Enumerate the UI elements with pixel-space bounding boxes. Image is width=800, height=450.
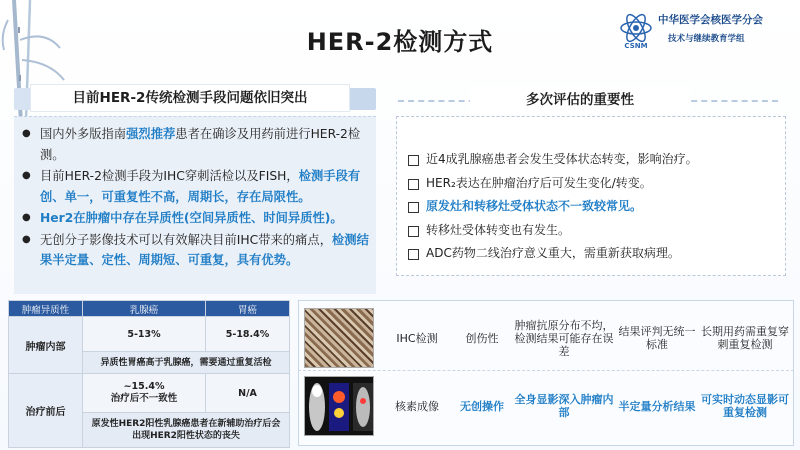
table-row-label: 肿瘤内部 [9,317,83,374]
right-check-list [406,148,776,266]
right-check-item: HER₂表达在肿瘤治疗后可发生变化/转变。 [406,172,776,196]
right-check-item: 转移灶受体转变也有发生。 [406,219,776,243]
left-bullet-item [22,124,372,165]
ihc-stain-image [304,308,374,368]
table-header-gastric: 胃癌 [206,301,290,317]
highlight-text: 检测手段有创、单一，可重复性不高，周期长，存在局限性。 [40,169,361,204]
bullet-text: 国内外多版指南 [40,127,127,141]
table-header-breast: 乳腺癌 [83,301,206,317]
highlight-text: Her2在肿瘤中存在异质性(空间异质性、时间异质性)。 [40,211,343,225]
logo-org-name: 中华医学会核医学分会 [658,14,763,26]
table-row-label: 治疗前后 [9,374,83,448]
logo-abbr: CSNM [624,42,648,50]
comparison-cell: 结果评判无统一标准 [618,325,696,351]
comparison-cell: IHC检测 [396,331,438,345]
bullet-text: 目前HER-2检测手段为IHC穿刺活检以及FISH， [40,169,299,183]
comparison-cell: 可实时动态显影可重复检测 [701,393,789,419]
table-note: 原发性HER2阳性乳腺癌患者在新辅助治疗后会出现HER2阳性状态的丧失 [83,413,290,448]
right-check-item: 近4成乳腺癌患者会发生受体状态转变，影响治疗。 [406,148,776,172]
table-cell: ~15.4% 治疗后不一致性 [83,374,206,413]
left-bullet-item [22,166,372,207]
bullet-text: 患者在确诊及用药前进行HER-2检测。 [40,127,361,162]
comparison-cell: 全身显影深入肿瘤内部 [514,393,614,419]
comparison-row-ihc [298,306,794,370]
table-cell: 5-13% [83,317,206,352]
nuclear-imaging-image [304,376,374,436]
comparison-cell: 无创操作 [460,399,504,413]
left-section-header: 目前HER-2传统检测手段问题依旧突出 [30,84,350,112]
logo-org-sub: 技术与继续教育学组 [668,34,745,44]
left-bullet-item [22,230,372,271]
csnm-logo-icon [616,10,656,50]
comparison-cell: 核素成像 [395,399,439,413]
table-note: 异质性胃癌高于乳腺癌，需要通过重复活检 [83,352,290,374]
comparison-cell: 创伤性 [465,331,499,345]
scan-thumbnails-icon [305,377,374,436]
heterogeneity-table [8,300,290,448]
left-bullet-list [22,124,372,272]
table-cell: 5-18.4% [206,317,290,352]
right-check-item: ADC药物二线治疗意义重大，需重新获取病理。 [406,242,776,266]
logo [616,8,786,52]
page-title: HER-2检测方式 [306,28,494,56]
highlight-text: 强烈推荐 [126,127,176,141]
table-header-heterogeneity: 肿瘤异质性 [9,301,83,317]
left-bullet-item [22,208,372,229]
right-check-item: 原发灶和转移灶受体状态不一致较常见。 [406,195,776,219]
comparison-cell: 半定量分析结果 [618,399,696,413]
comparison-row-nuclear [298,374,794,438]
bullet-text: 无创分子影像技术可以有效解决目前IHC带来的痛点， [40,232,332,247]
table-cell: N/A [206,374,290,413]
right-section-header: 多次评估的重要性 [470,86,690,114]
highlight-text: 检测结果半定量、定性、周期短、可重复，具有优势。 [40,232,369,267]
comparison-divider [298,370,794,371]
comparison-cell: 肿瘤抗原分布不均，检测结果可能存在误差 [514,318,614,358]
comparison-cell: 长期用药需重复穿刺重复检测 [701,325,789,351]
